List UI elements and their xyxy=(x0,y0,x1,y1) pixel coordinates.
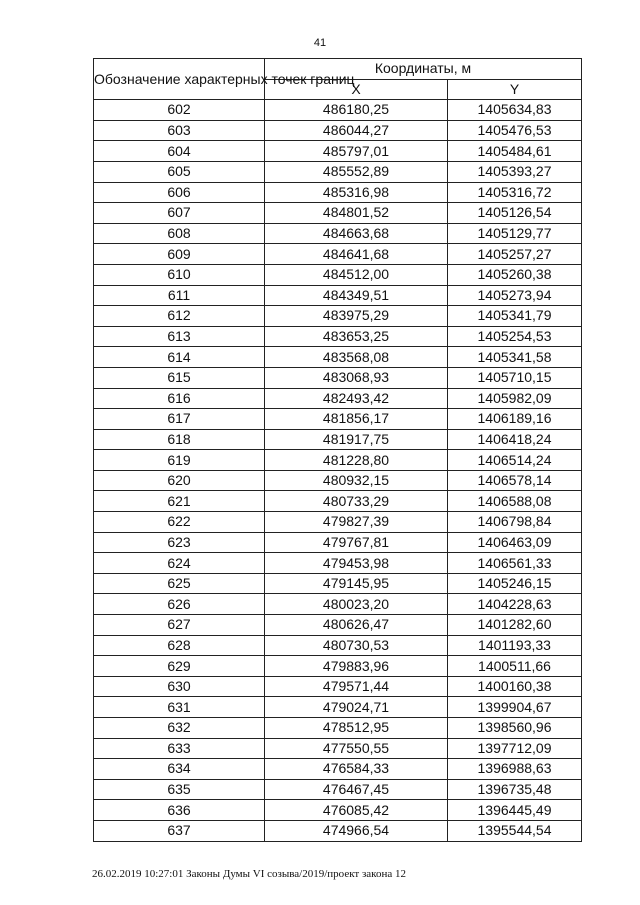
x-coordinate-cell: 485316,98 xyxy=(265,182,448,203)
point-cell: 608 xyxy=(94,223,265,244)
table-row xyxy=(94,326,582,347)
y-coordinate-cell: 1405982,09 xyxy=(448,388,582,409)
x-coordinate-cell: 479767,81 xyxy=(265,532,448,553)
table-row xyxy=(94,553,582,574)
header-y: Y xyxy=(448,79,582,100)
x-coordinate-cell: 483653,25 xyxy=(265,326,448,347)
point-cell: 624 xyxy=(94,553,265,574)
point-cell: 614 xyxy=(94,347,265,368)
table-header xyxy=(94,59,582,100)
x-coordinate-cell: 483568,08 xyxy=(265,347,448,368)
x-coordinate-cell: 481917,75 xyxy=(265,429,448,450)
y-coordinate-cell: 1406514,24 xyxy=(448,450,582,471)
y-coordinate-cell: 1399904,67 xyxy=(448,697,582,718)
table-header-row xyxy=(94,59,582,80)
table-row xyxy=(94,491,582,512)
table-row xyxy=(94,820,582,841)
x-coordinate-cell: 480626,47 xyxy=(265,615,448,636)
point-cell: 604 xyxy=(94,141,265,162)
y-coordinate-cell: 1405316,72 xyxy=(448,182,582,203)
x-coordinate-cell: 483975,29 xyxy=(265,306,448,327)
point-cell: 602 xyxy=(94,100,265,121)
y-coordinate-cell: 1406798,84 xyxy=(448,512,582,533)
x-coordinate-cell: 483068,93 xyxy=(265,367,448,388)
x-coordinate-cell: 474966,54 xyxy=(265,820,448,841)
table-row xyxy=(94,656,582,677)
point-cell: 612 xyxy=(94,306,265,327)
y-coordinate-cell: 1405260,38 xyxy=(448,264,582,285)
table-row xyxy=(94,779,582,800)
x-coordinate-cell: 485797,01 xyxy=(265,141,448,162)
x-coordinate-cell: 480733,29 xyxy=(265,491,448,512)
y-coordinate-cell: 1404228,63 xyxy=(448,594,582,615)
y-coordinate-cell: 1406588,08 xyxy=(448,491,582,512)
x-coordinate-cell: 484349,51 xyxy=(265,285,448,306)
table-row xyxy=(94,429,582,450)
table-row xyxy=(94,223,582,244)
table-row xyxy=(94,697,582,718)
table-row xyxy=(94,800,582,821)
table-row xyxy=(94,306,582,327)
y-coordinate-cell: 1401282,60 xyxy=(448,615,582,636)
table-row xyxy=(94,244,582,265)
table-row xyxy=(94,182,582,203)
x-coordinate-cell: 479145,95 xyxy=(265,573,448,594)
table-row xyxy=(94,470,582,491)
point-cell: 636 xyxy=(94,800,265,821)
x-coordinate-cell: 486180,25 xyxy=(265,100,448,121)
table-row xyxy=(94,367,582,388)
point-cell: 603 xyxy=(94,120,265,141)
y-coordinate-cell: 1406189,16 xyxy=(448,409,582,430)
table-row xyxy=(94,141,582,162)
x-coordinate-cell: 486044,27 xyxy=(265,120,448,141)
table-row xyxy=(94,264,582,285)
y-coordinate-cell: 1400511,66 xyxy=(448,656,582,677)
page-number: 41 xyxy=(313,37,327,49)
x-coordinate-cell: 478512,95 xyxy=(265,718,448,739)
point-cell: 607 xyxy=(94,203,265,224)
x-coordinate-cell: 480730,53 xyxy=(265,635,448,656)
point-cell: 621 xyxy=(94,491,265,512)
point-cell: 632 xyxy=(94,718,265,739)
x-coordinate-cell: 479827,39 xyxy=(265,512,448,533)
point-cell: 622 xyxy=(94,512,265,533)
y-coordinate-cell: 1400160,38 xyxy=(448,676,582,697)
x-coordinate-cell: 481856,17 xyxy=(265,409,448,430)
x-coordinate-cell: 479024,71 xyxy=(265,697,448,718)
table-body xyxy=(94,100,582,841)
point-cell: 623 xyxy=(94,532,265,553)
y-coordinate-cell: 1405341,58 xyxy=(448,347,582,368)
y-coordinate-cell: 1405246,15 xyxy=(448,573,582,594)
y-coordinate-cell: 1405393,27 xyxy=(448,161,582,182)
y-coordinate-cell: 1396445,49 xyxy=(448,800,582,821)
y-coordinate-cell: 1406561,33 xyxy=(448,553,582,574)
point-cell: 629 xyxy=(94,656,265,677)
y-coordinate-cell: 1398560,96 xyxy=(448,718,582,739)
table-row xyxy=(94,738,582,759)
y-coordinate-cell: 1405126,54 xyxy=(448,203,582,224)
y-coordinate-cell: 1395544,54 xyxy=(448,820,582,841)
header-coordinates: Координаты, м xyxy=(265,59,582,80)
x-coordinate-cell: 485552,89 xyxy=(265,161,448,182)
point-cell: 618 xyxy=(94,429,265,450)
y-coordinate-cell: 1405254,53 xyxy=(448,326,582,347)
table-row xyxy=(94,450,582,471)
y-coordinate-cell: 1406578,14 xyxy=(448,470,582,491)
point-cell: 605 xyxy=(94,161,265,182)
y-coordinate-cell: 1405129,77 xyxy=(448,223,582,244)
table-row xyxy=(94,759,582,780)
table-row xyxy=(94,203,582,224)
y-coordinate-cell: 1405476,53 xyxy=(448,120,582,141)
x-coordinate-cell: 484641,68 xyxy=(265,244,448,265)
x-coordinate-cell: 479453,98 xyxy=(265,553,448,574)
point-cell: 615 xyxy=(94,367,265,388)
header-point-designation: Обозначение характерных точек границ xyxy=(94,59,265,100)
header-x: X xyxy=(265,79,448,100)
x-coordinate-cell: 477550,55 xyxy=(265,738,448,759)
x-coordinate-cell: 484663,68 xyxy=(265,223,448,244)
point-cell: 611 xyxy=(94,285,265,306)
table-row xyxy=(94,615,582,636)
point-cell: 617 xyxy=(94,409,265,430)
y-coordinate-cell: 1405257,27 xyxy=(448,244,582,265)
table-row xyxy=(94,100,582,121)
y-coordinate-cell: 1396735,48 xyxy=(448,779,582,800)
x-coordinate-cell: 482493,42 xyxy=(265,388,448,409)
table-row xyxy=(94,635,582,656)
point-cell: 609 xyxy=(94,244,265,265)
table-row xyxy=(94,161,582,182)
y-coordinate-cell: 1406418,24 xyxy=(448,429,582,450)
document-footer: 26.02.2019 10:27:01 Законы Думы VI созыва/2019/проект закона 12 xyxy=(92,868,406,880)
point-cell: 635 xyxy=(94,779,265,800)
point-cell: 630 xyxy=(94,676,265,697)
x-coordinate-cell: 476467,45 xyxy=(265,779,448,800)
table-row xyxy=(94,532,582,553)
x-coordinate-cell: 484801,52 xyxy=(265,203,448,224)
table-row xyxy=(94,676,582,697)
x-coordinate-cell: 484512,00 xyxy=(265,264,448,285)
point-cell: 628 xyxy=(94,635,265,656)
point-cell: 610 xyxy=(94,264,265,285)
point-cell: 631 xyxy=(94,697,265,718)
x-coordinate-cell: 481228,80 xyxy=(265,450,448,471)
table-row xyxy=(94,573,582,594)
table-row xyxy=(94,285,582,306)
coordinates-table xyxy=(93,58,582,842)
point-cell: 634 xyxy=(94,759,265,780)
y-coordinate-cell: 1396988,63 xyxy=(448,759,582,780)
point-cell: 613 xyxy=(94,326,265,347)
table-row xyxy=(94,120,582,141)
y-coordinate-cell: 1397712,09 xyxy=(448,738,582,759)
table-row xyxy=(94,512,582,533)
y-coordinate-cell: 1405484,61 xyxy=(448,141,582,162)
x-coordinate-cell: 479883,96 xyxy=(265,656,448,677)
x-coordinate-cell: 476584,33 xyxy=(265,759,448,780)
table-row xyxy=(94,718,582,739)
point-cell: 625 xyxy=(94,573,265,594)
y-coordinate-cell: 1405634,83 xyxy=(448,100,582,121)
y-coordinate-cell: 1406463,09 xyxy=(448,532,582,553)
point-cell: 619 xyxy=(94,450,265,471)
table-row xyxy=(94,347,582,368)
y-coordinate-cell: 1401193,33 xyxy=(448,635,582,656)
point-cell: 606 xyxy=(94,182,265,203)
point-cell: 616 xyxy=(94,388,265,409)
y-coordinate-cell: 1405273,94 xyxy=(448,285,582,306)
x-coordinate-cell: 480023,20 xyxy=(265,594,448,615)
y-coordinate-cell: 1405710,15 xyxy=(448,367,582,388)
x-coordinate-cell: 480932,15 xyxy=(265,470,448,491)
table-row xyxy=(94,409,582,430)
x-coordinate-cell: 476085,42 xyxy=(265,800,448,821)
point-cell: 620 xyxy=(94,470,265,491)
table-row xyxy=(94,594,582,615)
point-cell: 626 xyxy=(94,594,265,615)
point-cell: 637 xyxy=(94,820,265,841)
table-row xyxy=(94,388,582,409)
point-cell: 633 xyxy=(94,738,265,759)
x-coordinate-cell: 479571,44 xyxy=(265,676,448,697)
point-cell: 627 xyxy=(94,615,265,636)
y-coordinate-cell: 1405341,79 xyxy=(448,306,582,327)
